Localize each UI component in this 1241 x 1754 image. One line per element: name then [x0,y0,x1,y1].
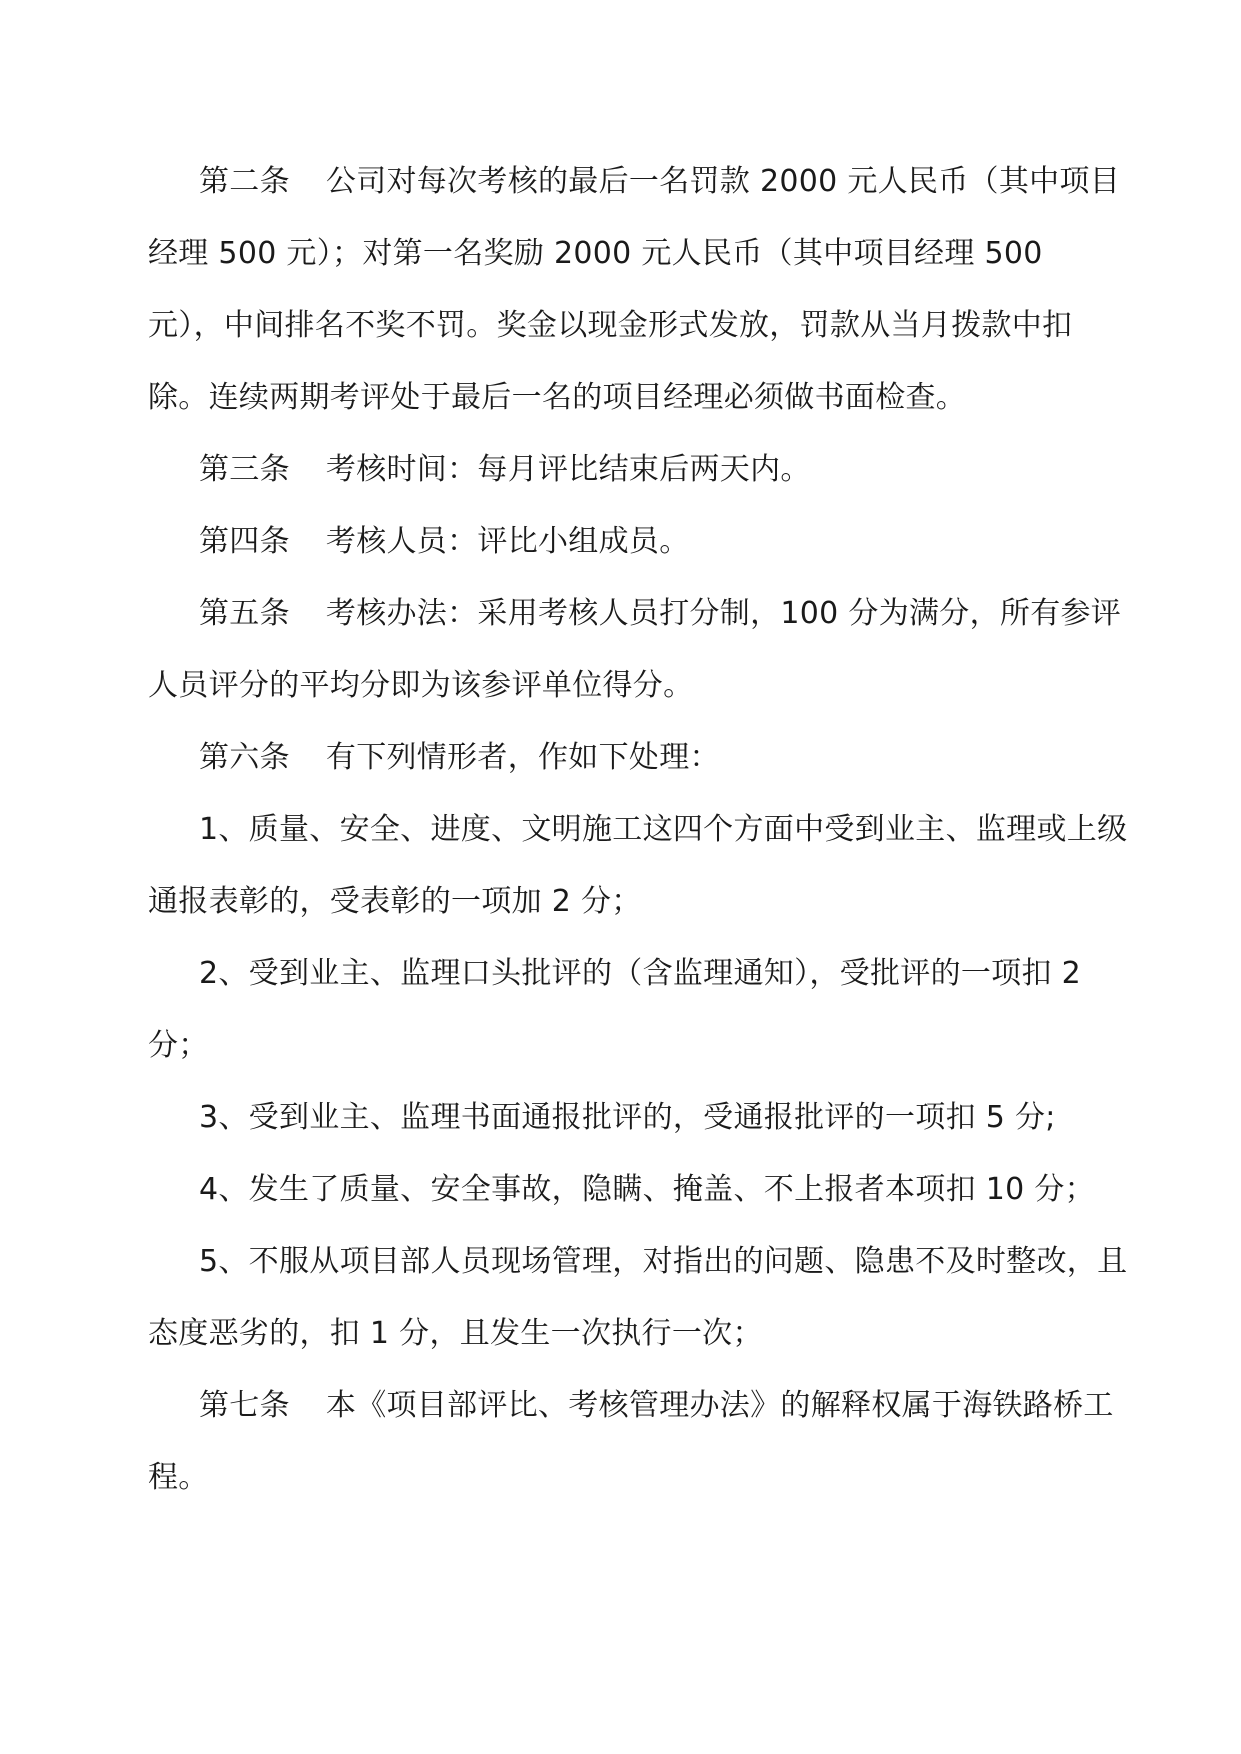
article-3-paragraph [148,434,1128,506]
article-text: 本《项目部评比、考核管理办法》的解释权属于海铁路桥工程。 [148,1388,1114,1495]
article-5-paragraph [148,578,1128,722]
list-item-1 [148,794,1128,938]
article-number: 第七条 [199,1388,290,1423]
article-text: 考核人员：评比小组成员。 [325,524,690,559]
list-item-text: 1、质量、安全、进度、文明施工这四个方面中受到业主、监理或上级通报表彰的，受表彰的一项加 2 分； [148,812,1128,919]
list-item-3 [148,1082,1128,1154]
article-text: 考核时间：每月评比结束后两天内。 [325,452,811,487]
article-4-paragraph [148,506,1128,578]
list-item-2 [148,938,1128,1082]
list-item-text: 3、受到业主、监理书面通报批评的，受通报批评的一项扣 5 分; [199,1100,1056,1135]
article-number: 第四条 [199,524,290,559]
article-number: 第三条 [199,452,290,487]
article-2-paragraph [148,146,1128,434]
article-7-paragraph [148,1370,1128,1514]
list-item-5 [148,1226,1128,1370]
list-item-text: 4、发生了质量、安全事故，隐瞒、掩盖、不上报者本项扣 10 分； [199,1172,1095,1207]
list-item-text: 5、不服从项目部人员现场管理，对指出的问题、隐患不及时整改，且态度恶劣的，扣 1 分，且发生一次执行一次； [148,1244,1128,1351]
article-number: 第五条 [199,596,290,631]
article-text: 有下列情形者，作如下处理： [325,740,720,775]
document-page [148,146,1128,1514]
article-text: 公司对每次考核的最后一名罚款 2000 元人民币（其中项目经理 500 元）；对第一名奖励 2000 元人民币（其中项目经理 500 元），中间排名不奖不罚。奖金以现金形式发放，罚款从当月拨款中扣除。连续两期考评处于最后一名的项目经理必须做书面检查。 [148,164,1121,415]
article-number: 第二条 [199,164,290,199]
article-number: 第六条 [199,740,290,775]
list-item-text: 2、受到业主、监理口头批评的（含监理通知），受批评的一项扣 2 分； [148,956,1082,1063]
article-6-paragraph [148,722,1128,794]
article-text: 考核办法：采用考核人员打分制，100 分为满分，所有参评人员评分的平均分即为该参评单位得分。 [148,596,1122,703]
list-item-4 [148,1154,1128,1226]
